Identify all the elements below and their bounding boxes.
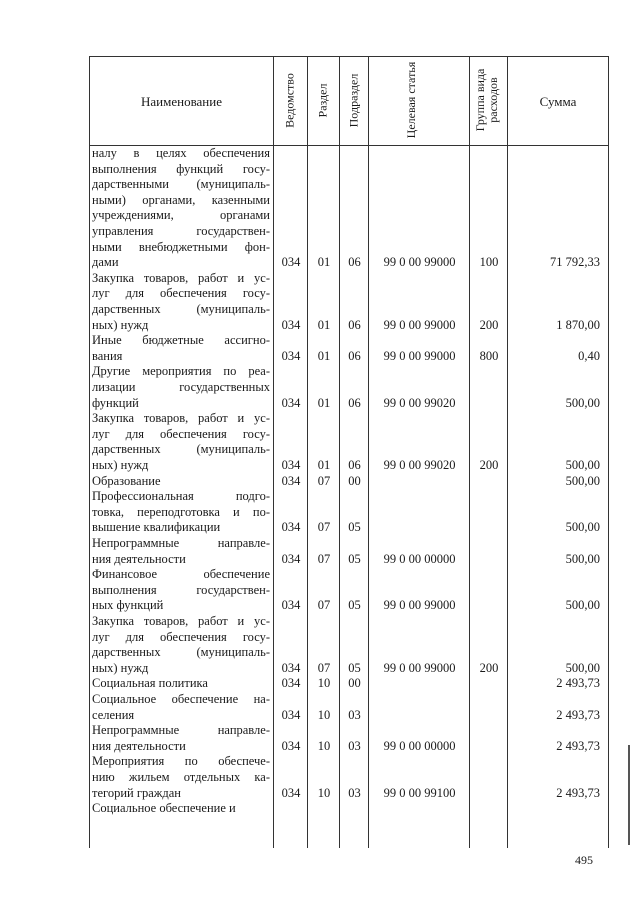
row-ved: 034	[281, 473, 301, 488]
table-row	[0, 474, 640, 490]
row-ved: 034	[281, 520, 301, 535]
row-ved: 034	[281, 707, 301, 722]
row-name-line: ными внебюджетными фон-	[92, 239, 270, 254]
row-sum: 500,00	[565, 395, 600, 410]
row-name-line: Социальное обеспечение и	[92, 801, 236, 816]
row-name-line: Социальная политика	[92, 676, 208, 691]
table-row	[0, 754, 640, 801]
row-name	[92, 364, 270, 411]
row-raz: 01	[317, 457, 331, 472]
row-name	[92, 676, 270, 692]
row-name	[92, 754, 270, 801]
row-cel: 99 0 00 99000	[383, 598, 456, 613]
row-raz: 07	[317, 660, 331, 675]
row-ved: 034	[281, 395, 301, 410]
row-name	[92, 536, 270, 567]
row-sum: 500,00	[565, 598, 600, 613]
row-sum: 0,40	[578, 348, 600, 363]
row-raz: 10	[317, 785, 331, 800]
row-name-line: Образование	[92, 473, 161, 488]
header-summa: Сумма	[539, 94, 577, 109]
row-name-line: селения	[92, 707, 135, 722]
row-sum: 500,00	[565, 660, 600, 675]
row-name-line: ных) нужд	[92, 317, 149, 332]
row-name	[92, 801, 270, 817]
row-name-line: налу в целях обеспечения	[92, 146, 270, 160]
page-number: 495	[575, 853, 593, 867]
scan-edge-mark	[628, 745, 630, 845]
row-name-line: Закупка товаров, работ и ус-	[92, 411, 270, 426]
row-pod: 06	[348, 317, 361, 332]
row-pod: 00	[348, 473, 361, 488]
table-row	[0, 692, 640, 723]
row-name-line: дарственными (муниципаль-	[92, 177, 270, 192]
row-grp: 200	[479, 660, 499, 675]
row-name-line: дарственных (муниципаль-	[92, 301, 270, 316]
row-name	[92, 723, 270, 754]
row-name-line: ных) нужд	[92, 457, 149, 472]
row-name	[92, 474, 270, 490]
table-row	[0, 723, 640, 754]
row-ved: 034	[281, 255, 301, 270]
row-name-line: вышение квалификации	[92, 520, 221, 535]
row-cel: 99 0 00 00000	[383, 738, 456, 753]
table-row	[0, 333, 640, 364]
row-raz: 10	[317, 738, 331, 753]
row-name-line: Непрограммные направле-	[92, 723, 270, 738]
row-name-line: ния деятельности	[92, 551, 186, 566]
table-row	[0, 567, 640, 614]
row-name-line: Профессиональная подго-	[92, 489, 270, 504]
row-sum: 71 792,33	[550, 255, 600, 270]
row-name-line: луг для обеспечения госу-	[92, 629, 270, 644]
row-ved: 034	[281, 457, 301, 472]
header-celevaya: Целевая статья	[404, 61, 418, 139]
row-grp: 100	[479, 255, 499, 270]
row-ved: 034	[281, 660, 301, 675]
row-raz: 07	[317, 598, 331, 613]
row-pod: 05	[348, 598, 361, 613]
header-gruppa: Группа вида расходов	[473, 68, 500, 132]
row-pod: 05	[348, 660, 361, 675]
row-name-line: дарственных (муниципаль-	[92, 645, 270, 660]
row-name-line: лизации государственных	[92, 379, 270, 394]
row-name-line: управления государствен-	[92, 223, 270, 238]
row-pod: 03	[348, 707, 361, 722]
row-pod: 00	[348, 676, 361, 691]
row-sum: 2 493,73	[556, 785, 600, 800]
row-raz: 07	[317, 551, 331, 566]
row-name-line: луг для обеспечения госу-	[92, 426, 270, 441]
row-sum: 2 493,73	[556, 738, 600, 753]
row-grp: 200	[479, 457, 499, 472]
row-ved: 034	[281, 738, 301, 753]
row-raz: 01	[317, 317, 331, 332]
row-name-line: Другие мероприятия по реа-	[92, 364, 270, 379]
row-cel: 99 0 00 99100	[383, 785, 456, 800]
row-name-line: Закупка товаров, работ и ус-	[92, 614, 270, 628]
row-name-line: вания	[92, 348, 123, 363]
row-name	[92, 489, 270, 536]
row-name-line: дами	[92, 255, 119, 270]
row-ved: 034	[281, 348, 301, 363]
row-raz: 07	[317, 473, 331, 488]
table-row	[0, 364, 640, 411]
row-name-line: учреждениями, органами	[92, 208, 270, 223]
table-row	[0, 489, 640, 536]
row-cel: 99 0 00 99000	[383, 660, 456, 675]
row-cel: 99 0 00 00000	[383, 551, 456, 566]
row-name	[92, 271, 270, 333]
row-name-line: ных) нужд	[92, 660, 149, 675]
row-ved: 034	[281, 598, 301, 613]
row-sum: 500,00	[565, 551, 600, 566]
row-sum: 500,00	[565, 457, 600, 472]
row-raz: 10	[317, 676, 331, 691]
table-row	[0, 801, 640, 817]
row-name-line: нию жильем отдельных ка-	[92, 769, 270, 784]
row-name-line: Иные бюджетные ассигно-	[92, 333, 270, 348]
row-name-line: товка, переподготовка и по-	[92, 504, 270, 519]
table-row	[0, 411, 640, 473]
row-name-line: ными) органами, казенными	[92, 192, 270, 207]
row-ved: 034	[281, 551, 301, 566]
row-name-line: Мероприятия по обеспече-	[92, 754, 270, 769]
row-grp: 200	[479, 317, 499, 332]
row-sum: 1 870,00	[556, 317, 600, 332]
row-sum: 2 493,73	[556, 676, 600, 691]
row-sum: 500,00	[565, 520, 600, 535]
row-name-line: ния деятельности	[92, 738, 186, 753]
row-name-line: Непрограммные направле-	[92, 536, 270, 550]
header-razdel: Раздел	[315, 83, 330, 118]
table-row	[0, 146, 640, 271]
row-name	[92, 146, 270, 271]
row-pod: 05	[348, 551, 361, 566]
row-cel: 99 0 00 99020	[383, 457, 456, 472]
row-cel: 99 0 00 99000	[383, 317, 456, 332]
header-name: Наименование	[141, 94, 222, 109]
row-name-line: тегорий граждан	[92, 785, 181, 800]
row-sum: 500,00	[565, 473, 600, 488]
row-raz: 01	[317, 255, 331, 270]
row-pod: 06	[348, 457, 361, 472]
row-name-line: функций	[92, 395, 139, 410]
row-name-line: Финансовое обеспечение	[92, 567, 270, 582]
row-pod: 03	[348, 738, 361, 753]
row-pod: 06	[348, 255, 361, 270]
row-ved: 034	[281, 317, 301, 332]
row-name-line: луг для обеспечения госу-	[92, 286, 270, 301]
row-name-line: Социальное обеспечение на-	[92, 692, 270, 706]
row-name	[92, 567, 270, 614]
row-name	[92, 333, 270, 364]
header-ved: Ведомство	[282, 73, 297, 128]
table-row	[0, 536, 640, 567]
row-name	[92, 692, 270, 723]
row-ved: 034	[281, 785, 301, 800]
row-name	[92, 614, 270, 676]
row-pod: 03	[348, 785, 361, 800]
row-cel: 99 0 00 99000	[383, 255, 456, 270]
header-podrazdel: Подраздел	[346, 73, 361, 128]
row-pod: 05	[348, 520, 361, 535]
row-name	[92, 411, 270, 473]
row-name-line: ных функций	[92, 598, 164, 613]
table-row	[0, 676, 640, 692]
row-pod: 06	[348, 348, 361, 363]
row-name-line: выполнения государствен-	[92, 582, 270, 597]
table-row	[0, 271, 640, 333]
row-raz: 01	[317, 348, 331, 363]
row-cel: 99 0 00 99020	[383, 395, 456, 410]
row-raz: 10	[317, 707, 331, 722]
row-pod: 06	[348, 395, 361, 410]
row-raz: 07	[317, 520, 331, 535]
row-raz: 01	[317, 395, 331, 410]
row-ved: 034	[281, 676, 301, 691]
row-name-line: Закупка товаров, работ и ус-	[92, 270, 270, 285]
row-name-line: выполнения функций госу-	[92, 161, 270, 176]
row-grp: 800	[479, 348, 499, 363]
row-name-line: дарственных (муниципаль-	[92, 442, 270, 457]
row-cel: 99 0 00 99000	[383, 348, 456, 363]
table-row	[0, 614, 640, 676]
row-sum: 2 493,73	[556, 707, 600, 722]
